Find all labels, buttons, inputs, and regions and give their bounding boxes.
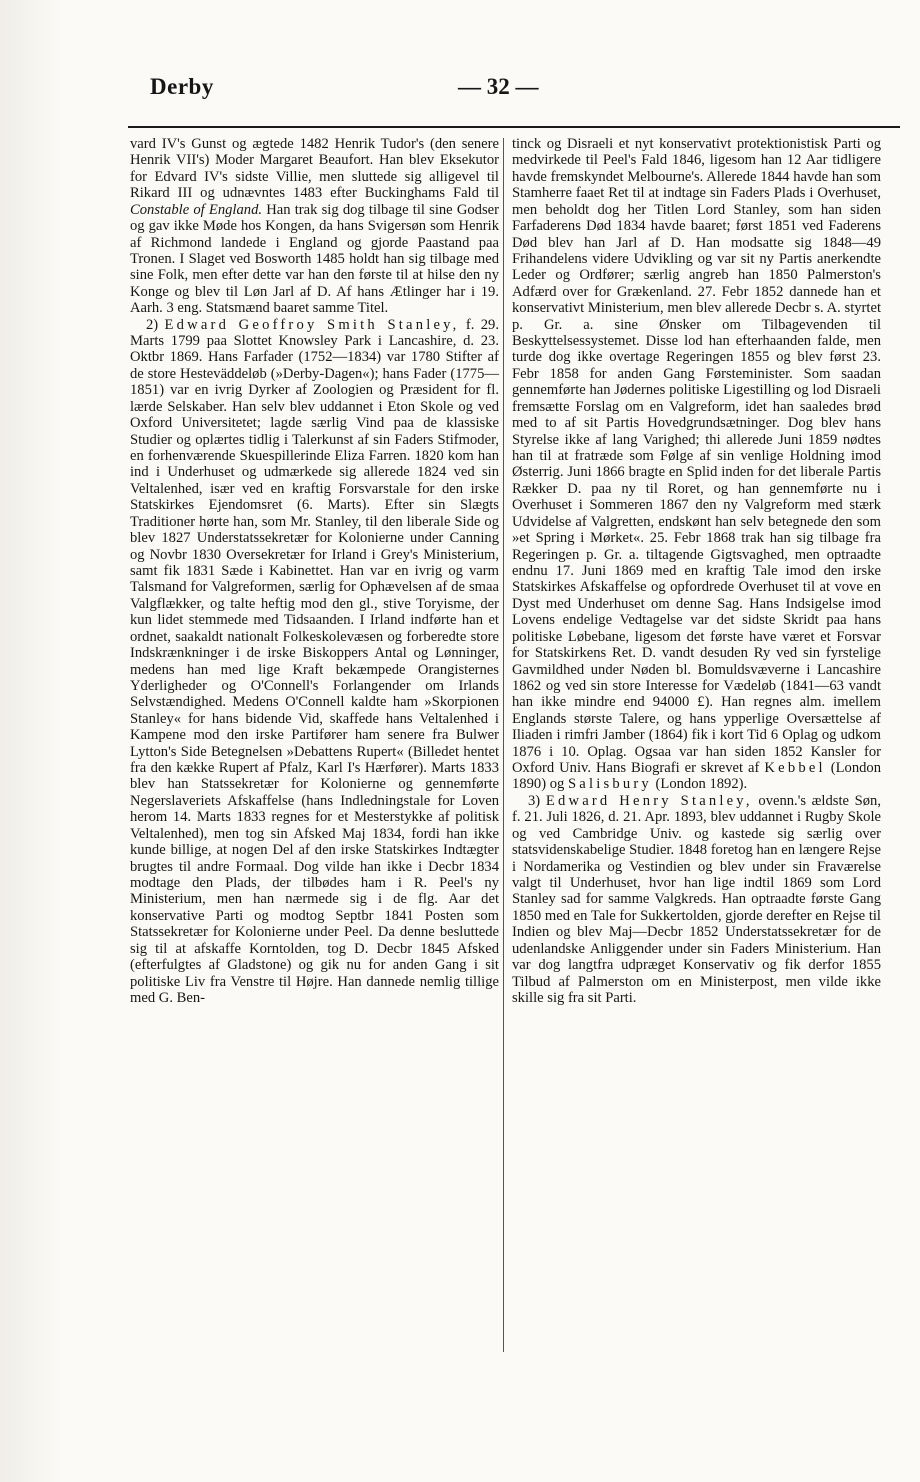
page-header — [150, 74, 898, 110]
entry-name: Edward Geoffroy Smith Stanley, — [164, 316, 460, 333]
entry-2-continued — [512, 136, 881, 793]
running-head: Derby — [150, 74, 214, 99]
entry-text: ovenn.'s ældste Søn, f. 21. Juli 1826, d. 21. Apr. 1893, blev uddannet i Rugby Skole og ved Cambridge Univ. og kastede sig særlig over statsvidenskabelige Studier. 1848 foretog han en længere Rejse i Nordamerika og Vestindien og blev under sin Fraværelse valgt til Underhuset, hvor han lige indtil 1869 som Lord Stanley sad for samme Valgkreds. Han optraadte første Gang 1850 med en Tale for Sukkertolden, gjorde derefter en Rejse til Indien og blev Maj—Decbr 1852 Understatssekretær for de udenlandske Anliggender under sin Faders Ministerium. Han var dog langtfra udpræget Konservativ og fik derfor 1855 Tilbud af Palmerston om en Ministerpost, men vilde ikke skille sig fra sit Parti. — [512, 792, 882, 1006]
author-kebbel: Kebbel — [764, 760, 826, 777]
entry-number: 2) — [146, 316, 159, 333]
header-rule — [128, 126, 900, 128]
page-number: — 32 — — [458, 74, 539, 99]
citation-text: (London 1890) og — [512, 760, 882, 793]
continuation-text: vard IV's Gunst og ægtede 1482 Henrik Tudor's (den senere Henrik VII's) Moder Margaret Beaufort. Han blev Eksekutor for Edvard IV's sidste Villie, men sluttede sig alligevel til Rikard III og udnævntes 1483 efter Buckinghams Fald til — [130, 136, 499, 202]
title-italic: Constable of England. — [130, 201, 263, 218]
continuation-text-end: Han trak sig dog tilbage til sine Godser og gav ikke Møde hos Kongen, da hans Svigersøn som Henrik af Richmond landede i England og gjorde Paastand paa Tronen. I Slaget ved Bosworth 1485 holdt han sig tilbage med sine Folk, men efter dette var han den første til at hilse den ny Konge og blev til Løn Jarl af D. Af hans Ætlinger har i 19. Aarh. 3 eng. Statsmænd baaret samme Titel. — [130, 201, 499, 317]
entry-continuation — [130, 136, 499, 317]
left-column — [130, 136, 499, 1006]
column-separator — [503, 138, 504, 1352]
citation-end: (London 1892). — [655, 776, 748, 793]
entry-name: Edward Henry Stanley, — [545, 792, 753, 809]
right-column — [512, 136, 881, 1006]
scan-shadow — [0, 0, 60, 1482]
author-salisbury: Salisbury — [567, 776, 652, 793]
entry-3 — [512, 793, 881, 1006]
entry-number: 3) — [528, 792, 541, 809]
entry-2 — [130, 317, 499, 1007]
entry-text-continued: tinck og Disraeli et nyt konservativt protektionistisk Parti og medvirkede til Peel's Fald 1846, ligesom han 12 Aar tidligere havde fremskyndet Melbourne's. Allerede 1844 havde han som Stamherre faaet Ret til at indtage sin Faders Plads i Overhuset, men beholdt dog her Titlen Lord Stanley, som han siden Farfaderens Død 1834 havde baaret; først 1851 ved Faderens Død blev han Jarl af D. Han modsatte sig 1848—49 Frihandelens videre Udvikling og var sit ny Partis anerkendte Leder og Ordfører; særlig angreb han 1850 Palmerston's Adfærd over for Grækenland. 27. Febr 1852 dannede han et konservativt Ministerium, men blev allerede Decbr s. A. styrtet p. Gr. a. sine Ønsker om Tilbagevenden til Beskyttelsessystemet. Disse lod han efterhaanden falde, men turde dog ikke overtage Regeringen 1855 og blev først 23. Febr 1858 for anden Gang Førsteminister. Som saadan gennemførte han Jødernes politiske Ligestilling og lod Disraeli fremsætte Forslag om en Valgreform, idet han saaledes brød med to af sit Partis Hovedgrundsætninger. Dog blev hans Styrelse ikke af lang Varighed; thi allerede Juni 1859 nødtes han til at fratræde som Følge af sin venlige Holdning imod Østerrig. Juni 1866 bragte en Splid inden for det liberale Partis Rækker D. paa ny til Roret, og han gennemførte nu i Overhuset i Sommeren 1867 den ny Valgreform med stærk Udvidelse af Valgretten, endskønt han selv betegnede den som »et Spring i Mørket«. 25. Febr 1868 trak han sig tilbage fra Regeringen p. Gr. a. tiltagende Gigtsvaghed, men optraadte endnu 17. Juni 1869 med en kraftig Tale imod den irske Statskirkes Afskaffelse og opfordrede Overhuset til at vove en Dyst med Underhuset om denne Sag. Hans Indsigelse imod Lovens endelige Vedtagelse var det sidste Skridt paa hans politiske Løbebane, ligesom det første have været et Forsvar for Statskirkens Ret. D. vandt desuden Ry ved sin fyrstelige Gavmildhed under Nøden bl. Bomuldsvæverne i Lancashire 1862 og ved sin store Interesse for Vædeløb (1841—63 vandt han ikke mindre end 94000 £). Han regnes alm. imellem Englands største Talere, og hans ypperlige Oversættelse af Iliaden i rimfri Jamber (1864) fik i kort Tid 6 Oplag og udkom 1876 i 10. Oplag. Ogsaa var han siden 1852 Kansler for Oxford Univ. Hans Biografi er skrevet af — [512, 136, 881, 777]
entry-text: f. 29. Marts 1799 paa Slottet Knowsley Park i Lancashire, d. 23. Oktbr 1869. Hans Farfader (1752—1834) var 1780 Stifter af de store Hesteväddeløb (»Derby-Dagen«); hans Fader (1775—1851) var en ivrig Dyrker af Zoologien og Præsident for fl. lærde Selskaber. Han selv blev uddannet i Eton Skole og ved Oxford Universitetet; lagde særlig Vind paa de klassiske Studier og oplærtes tidlig i Talerkunst af sin Faders Stifmoder, en forhenværende Skuespillerinde Eliza Farren. 1820 kom han ind i Underhuset og udmærkede sig allerede 1824 ved sin Veltalenhed, især ved en kraftig Forsvarstale for den irske Statskirkes Ejendomsret (6. Marts). Efter sin Slægts Traditioner hørte han, som Mr. Stanley, til den liberale Side og blev 1827 Understatssekretær for Kolonierne under Canning og Novbr 1830 Oversekretær for Irland i Grey's Ministerium, samt fik 1831 Sæde i Kabinettet. Han var en ivrig og varm Talsmand for Valgreformen, særlig for Ophævelsen af de smaa Valgflækker, og talte heftig mod den gl., stive Toryisme, der kun lidet stemmede med Tidsaanden. I Irland indførte han et ordnet, saakaldt nationalt Folkeskolevæsen og forberedte store Indskrænkninger i de irske Biskoppers Antal og Lønninger, medens han med lige Kraft bekæmpede Orangisternes Yderligheder og O'Connell's Forlangender om Irlands Selvstændighed. Medens O'Connell kaldte ham »Skorpionen Stanley« for hans bidende Vid, skaffede hans Veltalenhed i Kampene mod den irske Partifører ham senere fra Bulwer Lytton's Side Betegnelsen »Debattens Rupert« (Billedet hentet fra den kække Rupert af Pfalz, Karl I's Hærfører). Marts 1833 blev han Statssekretær for Kolonierne og gennemførte Negerslaveriets Afskaffelse (hans Indledningstale for Loven herom 14. Marts 1833 regnes for et Mesterstykke af politisk Veltalenhed), men tog sin Afsked Maj 1834, fordi han ikke kunde billige, at nogen Del af den irske Statskirkes Indtægter brugtes til andre Formaal. Dog vilde han ikke i Decbr 1834 modtage den Plads, der tilbødes ham i R. Peel's ny Ministerium, men han nærmede sig i de flg. Aar det konservative Parti og modtog Septbr 1841 Posten som Statssekretær for Kolonierne under Peel. Da denne besluttede sig til at afskaffe Korntolden, tog D. Decbr 1845 Afsked (efterfulgtes af Gladstone) og gik nu for anden Gang i sit politiske Liv fra Venstre til Højre. Han dannede nemlig tillige med G. Ben- — [130, 316, 500, 1006]
